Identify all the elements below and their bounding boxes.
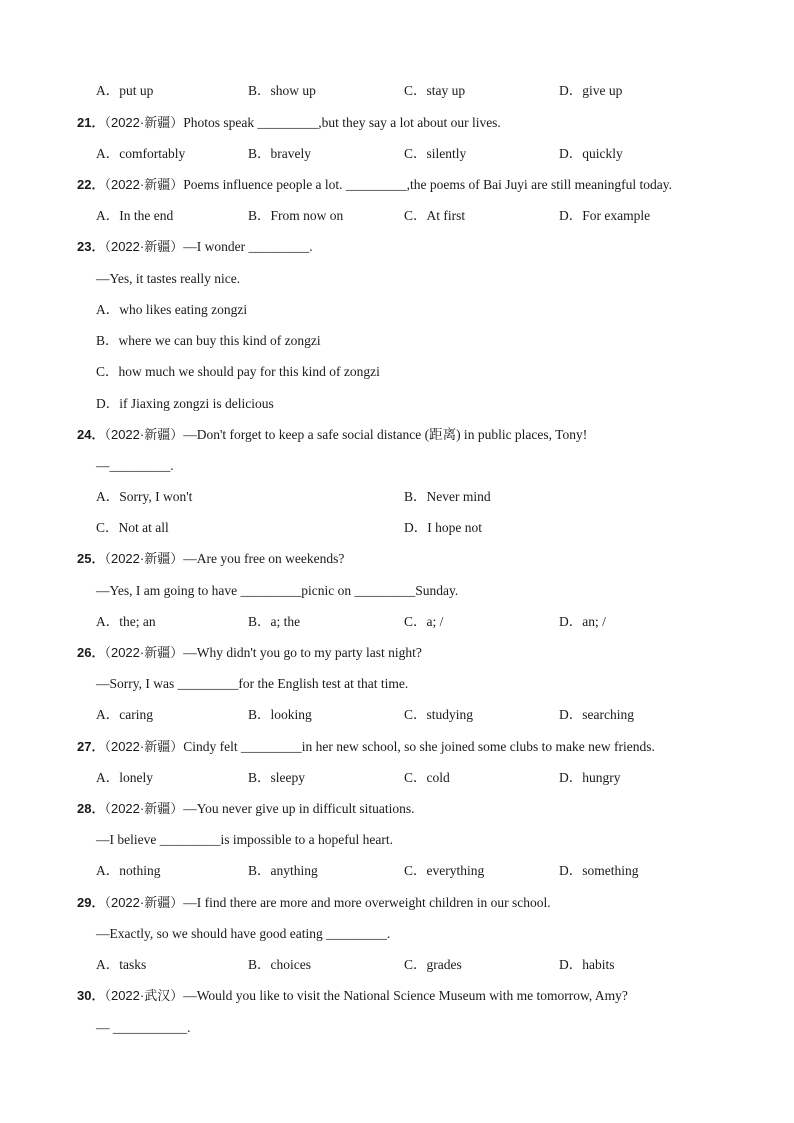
q20-option-a[interactable]: A．put up [96, 83, 154, 98]
q23-option-a-row [0, 299, 794, 321]
q25-option-c[interactable]: C．a; / [404, 614, 444, 629]
q21-source: （2022·新疆） [104, 115, 184, 130]
q25-number [77, 548, 344, 570]
q25-text: —Are you free on weekends? [183, 551, 345, 566]
q27-option-c[interactable]: C．cold [404, 770, 450, 785]
q23-option-b-row [0, 330, 794, 352]
q23-text: —I wonder _________. [183, 239, 313, 254]
q30-source: （2022·武汉） [104, 988, 184, 1003]
q22-source: （2022·新疆） [104, 177, 184, 192]
q27-option-d[interactable]: D．hungry [559, 770, 621, 785]
q23-option-d[interactable]: D．if Jiaxing zongzi is delicious [96, 396, 274, 411]
q28-reply: —I believe _________is impossible to a hopeful heart. [96, 832, 393, 847]
q26-options [0, 704, 794, 726]
q24-number-text: 24． [77, 427, 105, 442]
q28-option-d[interactable]: D．something [559, 863, 639, 878]
q26-option-a[interactable]: A．caring [96, 707, 153, 722]
q23-option-d-row [0, 393, 794, 415]
q28-text: —You never give up in difficult situations. [183, 801, 415, 816]
q23-reply: —Yes, it tastes really nice. [96, 271, 241, 286]
q25-stem [0, 548, 794, 570]
q24-number [77, 424, 587, 446]
q28-option-a[interactable]: A．nothing [96, 863, 161, 878]
q30-number [77, 985, 628, 1007]
q22-number [77, 174, 672, 196]
q25-option-a[interactable]: A．the; an [96, 614, 156, 629]
q24-option-d[interactable]: D．I hope not [404, 520, 482, 535]
q27-option-b[interactable]: B．sleepy [248, 770, 305, 785]
q29-reply: —Exactly, so we should have good eating _________. [96, 926, 391, 941]
q29-option-d[interactable]: D．habits [559, 957, 615, 972]
q20-option-d[interactable]: D．give up [559, 83, 623, 98]
q29-option-a[interactable]: A．tasks [96, 957, 147, 972]
q29-options [0, 954, 794, 976]
q20-option-c[interactable]: C．stay up [404, 83, 466, 98]
q25-source: （2022·新疆） [104, 551, 184, 566]
q26-reply: —Sorry, I was _________for the English test at that time. [96, 676, 409, 691]
q23-number [77, 236, 313, 258]
q28-line2 [0, 829, 794, 851]
q26-source: （2022·新疆） [104, 645, 184, 660]
q23-option-a[interactable]: A．who likes eating zongzi [96, 302, 248, 317]
q21-stem [0, 112, 794, 134]
q24-stem [0, 424, 794, 446]
q28-option-c[interactable]: C．everything [404, 863, 485, 878]
q24-option-c[interactable]: C．Not at all [96, 520, 169, 535]
q21-text: Photos speak _________,but they say a lot about our lives. [183, 115, 501, 130]
q27-options [0, 767, 794, 789]
q22-option-d[interactable]: D．For example [559, 208, 651, 223]
q29-stem [0, 892, 794, 914]
q26-number-text: 26． [77, 645, 105, 660]
q27-text: Cindy felt _________in her new school, so she joined some clubs to make new friends. [183, 739, 655, 754]
q22-option-a[interactable]: A．In the end [96, 208, 174, 223]
q24-reply: —_________. [96, 458, 174, 473]
q26-number [77, 642, 422, 664]
q25-options [0, 611, 794, 633]
q25-number-text: 25． [77, 551, 105, 566]
q27-option-a[interactable]: A．lonely [96, 770, 153, 785]
q23-option-b[interactable]: B．where we can buy this kind of zongzi [96, 333, 321, 348]
q22-options [0, 205, 794, 227]
q24-line2 [0, 455, 794, 477]
q26-option-c[interactable]: C．studying [404, 707, 474, 722]
q24-text: —Don't forget to keep a safe social distance (距离) in public places, Tony! [183, 427, 588, 442]
q27-stem [0, 736, 794, 758]
q30-number-text: 30． [77, 988, 105, 1003]
q29-line2 [0, 923, 794, 945]
q27-source: （2022·新疆） [104, 739, 184, 754]
q25-line2 [0, 580, 794, 602]
q26-line2 [0, 673, 794, 695]
q26-option-b[interactable]: B．looking [248, 707, 312, 722]
q21-option-d[interactable]: D．quickly [559, 146, 623, 161]
q23-line2 [0, 268, 794, 290]
q21-number [77, 112, 501, 134]
q26-text: —Why didn't you go to my party last night? [183, 645, 422, 660]
q29-option-c[interactable]: C．grades [404, 957, 462, 972]
q22-number-text: 22． [77, 177, 105, 192]
q23-option-c[interactable]: C．how much we should pay for this kind of zongzi [96, 364, 380, 379]
q24-source: （2022·新疆） [104, 427, 184, 442]
q28-stem [0, 798, 794, 820]
q27-number-text: 27． [77, 739, 105, 754]
q25-reply: —Yes, I am going to have _________picnic on _________Sunday. [96, 583, 459, 598]
q24-option-a[interactable]: A．Sorry, I won't [96, 489, 193, 504]
q28-source: （2022·新疆） [104, 801, 184, 816]
q21-option-a[interactable]: A．comfortably [96, 146, 186, 161]
q23-source: （2022·新疆） [104, 239, 184, 254]
q22-text: Poems influence people a lot. _________,the poems of Bai Juyi are still meaningful today. [183, 177, 672, 192]
q21-number-text: 21． [77, 115, 105, 130]
q25-option-b[interactable]: B．a; the [248, 614, 301, 629]
q28-options [0, 860, 794, 882]
q23-number-text: 23． [77, 239, 105, 254]
q28-option-b[interactable]: B．anything [248, 863, 318, 878]
q29-number [77, 892, 551, 914]
q29-text: —I find there are more and more overweight children in our school. [183, 895, 551, 910]
q29-number-text: 29． [77, 895, 105, 910]
q20-option-b[interactable]: B．show up [248, 83, 316, 98]
q21-option-c[interactable]: C．silently [404, 146, 467, 161]
q28-number-text: 28． [77, 801, 105, 816]
q29-option-b[interactable]: B．choices [248, 957, 311, 972]
q30-stem [0, 985, 794, 1007]
q22-stem [0, 174, 794, 196]
q25-option-d[interactable]: D．an; / [559, 614, 606, 629]
q22-option-c[interactable]: C．At first [404, 208, 466, 223]
q22-option-b[interactable]: B．From now on [248, 208, 344, 223]
q27-number [77, 736, 655, 758]
q30-text: —Would you like to visit the National Science Museum with me tomorrow, Amy? [183, 988, 628, 1003]
q30-reply: — ___________. [96, 1020, 191, 1035]
q26-option-d[interactable]: D．searching [559, 707, 634, 722]
q29-source: （2022·新疆） [104, 895, 184, 910]
q24-options-row1 [0, 486, 794, 508]
q21-option-b[interactable]: B．bravely [248, 146, 311, 161]
q23-option-c-row [0, 361, 794, 383]
q30-line2 [0, 1017, 794, 1039]
q21-options [0, 143, 794, 165]
q20-options [0, 80, 794, 102]
q23-stem [0, 236, 794, 258]
q28-number [77, 798, 414, 820]
q26-stem [0, 642, 794, 664]
q24-option-b[interactable]: B．Never mind [404, 489, 491, 504]
q24-options-row2 [0, 517, 794, 539]
